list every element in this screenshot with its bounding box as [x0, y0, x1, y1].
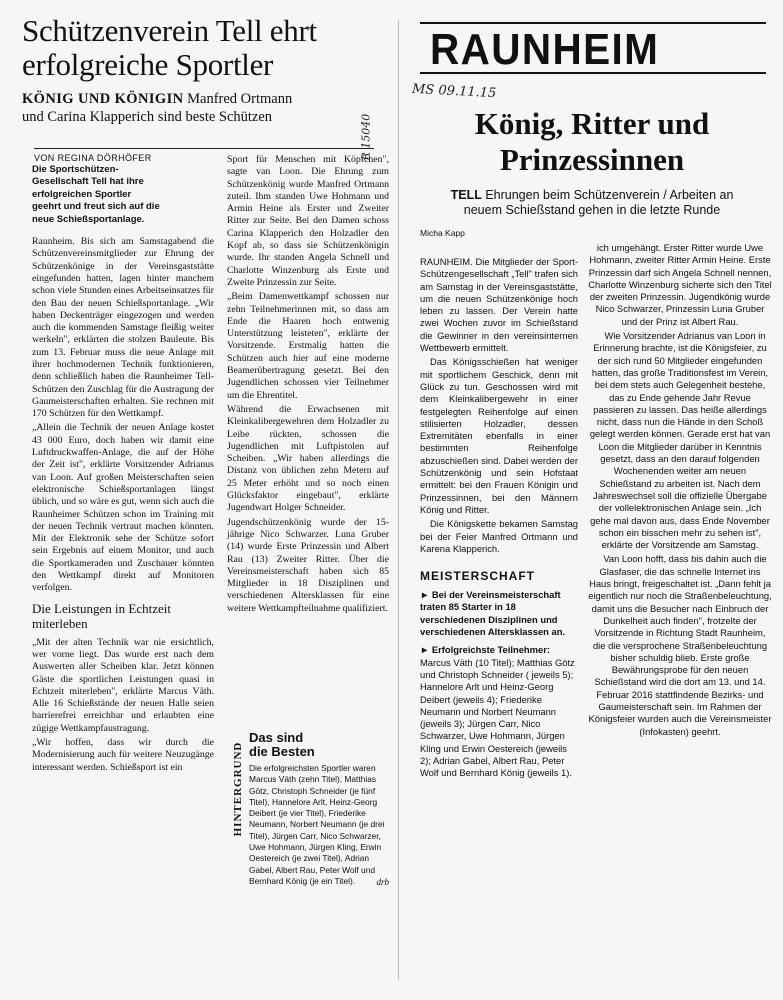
paragraph: „Wir hoffen, dass wir durch die Modernisierung auch für weitere Neuzugänge interessant werden. Schießsport ist ein	[32, 737, 214, 773]
right-col1-body	[420, 256, 578, 555]
masthead	[420, 22, 766, 74]
paragraph: Van Loon hofft, dass bis dahin auch die Glasfaser, die das schnelle Internet ins Haus bringt, freigeschaltet ist. „Dann fehlt ja eigentlich nur noch die Straßenbeleuchtung, damit uns die Besucher nach Einbruch der Dunkelheit auch finden", frotzelte der Vorsitzende in Richtung Stadt Raunheim, die die versprochene Straßenbeleuchtung bisher schuldig blieb. Erste große Bewährungsprobe für den neuen Schießstand wird die dort am 13. und 14. Februar 2016 stattfindende Bezirks- und Gaumeisterschaft sein. Im Rahmen der Königsfeier wurden auch die Vereinsmeister (Infokasten) geehrt.	[588, 553, 772, 737]
left-article	[22, 14, 388, 994]
sidebox-title: Das sind die Besten	[249, 730, 315, 759]
paragraph: „Mit der alten Technik war nie ersichtlich, wer vorne liegt. Das wurde erst nach dem Auswerten aller Scheiben klar. Jetzt können Gäste die sportlichen Leistungen quasi in Echtzeit miterleben", erklärte Marcus Väth. Alle 16 Schießstände der neuen Halle seien barrierefrei erreichbar und erlaubten eine zügige Wettkampfaustragung.	[32, 636, 214, 734]
right-subhead	[432, 188, 752, 218]
handwritten-date: MS 09.11.15	[411, 81, 497, 102]
right-column-1	[420, 256, 578, 780]
left-headline	[22, 14, 342, 82]
paragraph: Raunheim. Bis sich am Samstagabend die Schützenvereinsmitglieder zur Ehrung der Schützenkönige in der Vereinsgaststätte eingefunden hatten, lagen hinter manchem schon viele Stunden eines Arbeitseinsatzes für den Bau der neuen Schießsportanlage. „Wir haben Deckenträger eingezogen und werden auch die kommenden Samstage fleißig weiter werkeln", erklärten die stolzen Bauleute. Bis zum 13. Februar muss die neue Anlage mit ihrer hochmodernen Technik funktionieren, denn schließlich haben die Raunheimer Tell-Schützen den Zuschlag für die Austragung der Gaumeisterschaften erhalten. Sie rechnen mit 170 Schützen für den Wettkampf.	[32, 236, 214, 420]
paragraph: ich umgehängt. Erster Ritter wurde Uwe Hohmann, zweiter Ritter Armin Heine. Erste Prinzessin darf sich Angela Schnell nennen, Charlotte Winzenburg sicherte sich den Titel der zweiten Prinzessin. Jugendkönig wurde Nico Schwarzer, Prinzessin Luna Gruber und der Prinz ist Albert Rau.	[588, 242, 772, 327]
paragraph: RAUNHEIM. Die Mitglieder der Sport-Schützengesellschaft „Tell" trafen sich am Samstag in der Vereinsgaststätte, um die neuen Schützenkönige hoch leben zu lassen. Der Verein hatte zwei Wochen zuvor im Schießstand die Gewinner in den vereinsinternen Wettbewerb ermittelt.	[420, 256, 578, 354]
right-subhead-rest: Ehrungen beim Schützenverein / Arbeiten an neuem Schießstand gehen in die letzte Runde	[463, 188, 734, 217]
left-intertitle: Die Leistungen in Echtzeit miterleben	[32, 600, 171, 631]
left-col2-body	[227, 154, 389, 615]
right-byline: Micha Kapp	[420, 228, 465, 238]
paragraph: Wie Vorsitzender Adrianus van Loon in Erinnerung brachte, ist die Königsfeier, zu der sich rund 50 Mitglieder eingefunden hatten, das große Traditionsfest im Verein, bei dem stets auch Gelegenheit bestehe, das zu Ende gehende Jahr Revue passieren zu lassen. Das heiße allerdings nicht, dass nun die Hände in den Schoß gelegt werden können. Gerade erst hat van Loon die Mitglieder darüber in Kenntnis gesetzt, dass an den darauf folgenden Wochenenden weiter am neuen Schießstand zu arbeiten ist. Nach dem Jahreswechsel soll die offizielle Übergabe der vollelektronischen Anlage sein. „Ich gehe mal davon aus, dass Ende November schon ein bisschen mehr zu sehen ist", erklärte der Vorsitzende am Samstag.	[589, 330, 771, 551]
background-box	[227, 731, 389, 979]
meisterschaft-item-1: ► Bei der Vereinsmeisterschaft traten 85 Starter in 18 verschiedenen Disziplinen und verschiedenen Altersklassen an.	[420, 589, 566, 638]
left-subhead-line2: und Carina Klapperich sind beste Schützen	[22, 109, 273, 125]
left-headline-line1: Schützenverein Tell ehrt	[22, 13, 317, 48]
left-byline: VON REGINA DÖRHÖFER	[34, 148, 374, 163]
left-subhead-rest: Manfred Ortmann	[187, 91, 293, 107]
sidebox-body	[249, 731, 389, 887]
sidebox-tag: HINTERGRUND	[232, 741, 244, 837]
paragraph: „Allein die Technik der neuen Anlage kostet 43 000 Euro, doch haben wir damit eine Luftdruckwaffen-Anlage, die auf der Höhe der Zeit ist", erklärte Vorsitzender Adrianus van Loon. Auf großen Meisterschaften seien elektronische Schießsportanlagen längst üblich, und so wäre es gut, wenn sich auch die Raunheimer Schützen schon im Training mit der neuen Technik vertraut machen könnten. Mit der Elektronik sehe der Schütze sofort sein Ergebnis auf einem Monitor, und auch die Sportkameraden und Zuschauer könnten den Wettkampf direkt auf Monitoren verfolgen.	[32, 422, 215, 594]
right-col2-body	[588, 242, 772, 738]
left-lead: Die Sportschützen-Gesellschaft Tell hat ihre erfolgreichen Sportler geehrt und freut sich auf die neue Schießsportanlage.	[32, 164, 160, 225]
sidebox-signature: drb	[376, 877, 389, 888]
clipping-divider	[398, 20, 399, 980]
meisterschaft-item-2: ► Erfolgreichste Teilnehmer: Marcus Väth (10 Titel); Matthias Götz und Christoph Schneider ( jeweils 5); Hannelore Arlt und Heinz-Georg Deibert (jeweils 4); Friederike Neumann und Norbert Neumann (jeweils 3); Jürgen Carr, Nico Schwarzer, Uwe Hohmann, Jürgen Kling und Erwin Oestereich (jeweils 2); Adrian Gabel, Albert Rau, Peter Wolf und Bernhard König (jeweils 1).	[420, 644, 575, 779]
right-column-2	[588, 242, 772, 738]
handwritten-side-note: R 15040	[359, 113, 373, 161]
left-subhead-bold: KÖNIG UND KÖNIGIN	[22, 91, 184, 107]
right-article	[412, 14, 772, 914]
left-col1-body	[32, 236, 214, 595]
masthead-title: RAUNHEIM	[430, 25, 660, 74]
sidebox-text: Die erfolgreichsten Sportler waren Marcus Väth (zehn Titel), Matthias Götz, Christoph Schneider (je fünf Titel), Hannelore Arlt, Heinz-Georg Deibert (je vier Titel), Friederike Neumann, Norbert Neumann (je drei Titel), Jürgen Carr, Nico Schwarzer, Uwe Hohmann, Jürgen Kling, Erwin Oestereich (je zwei Titel), Adrian Gabel, Albert Rau, Peter Wolf und Bernhard König (je ein Titel).	[249, 763, 385, 886]
paragraph: Die Königskette bekamen Samstag bei der Feier Manfred Ortmann und Karena Klapperich.	[420, 518, 578, 554]
left-col1-body-2	[32, 637, 214, 774]
meisterschaft-heading: MEISTERSCHAFT	[420, 569, 535, 584]
left-column-2	[227, 154, 389, 888]
paragraph: „Beim Damenwettkampf schossen nur zehn Teilnehmerinnen mit, so dass am Ende die Haaren hoch entwenig Unterstützung leisteten", erklärte der Vorsitzende. Erstmalig hatten die Schützen auch hier auf eine moderne Beamerübertragung gesetzt. Bei den Jugendlichen schossen vier Teilnehmer um die Ehrentitel.	[227, 291, 389, 401]
paragraph: Jugendschützenkönig wurde der 15-jährige Nico Schwarzer. Luna Gruber (14) wurde Erste Prinzessin und Albert Rau (13) Zweiter Ritter. Über die Vereinsmeisterschaft haben sich 85 Mitglieder in 18 Disziplinen und verschiedenen Altersklassen für eine weitere Wettkampfteilnahme qualifiziert.	[227, 516, 389, 614]
right-headline: König, Ritter und Prinzessinnen	[474, 106, 710, 177]
paragraph: Während die Erwachsenen mit Kleinkalibergewehren dem Holzadler zu Leibe rückten, schossen die Jugendlichen mit Luftpistolen auf Scheiben. „Wir haben allerdings die Distanz von üblichen zehn Metern auf 25 Meter erhöht und so noch einen Glücksfaktor eingebaut", erklärte Jugendwart Holger Schneider.	[227, 403, 389, 514]
left-column-1	[32, 164, 214, 774]
paragraph: Sport für Menschen mit Köpfchen", sagte van Loon. Die Ehrung zum Schützenkönig wurde Manfred Ortmann zuteil. Ihm standen Uwe Hohmann und Armin Heine als Erster und Zweiter Ritter zur Seite. Bei den Damen schoss Carina Klapperich den Holzadler den Kopf ab, so dass sie Schützenkönigin wurde. Ihr standen Angela Schnell und Charlotte Winzenburg als Erste und Zweite Prinzessin zur Seite.	[227, 154, 389, 288]
right-subhead-bold: TELL	[450, 188, 482, 202]
left-subhead	[22, 90, 352, 126]
left-headline-line2: erfolgreiche Sportler	[22, 47, 274, 82]
paragraph: Das Königsschießen hat weniger mit sportlichem Geschick, denn mit Glück zu tun. Geschossen wird mit dem Kleinkalibergewehr in einer festgelegten Reihenfolge auf einen stilisierten Holzadler, dessen Extremitäten ebenfalls in einer bestimmten Reihenfolge abzuschießen sind. Dabei werden der Schützenkönig und sein Hofstaat ermittelt: bei den Frauen Königin und Prinzessinnen, bei den Männern König und Ritter.	[420, 356, 578, 515]
